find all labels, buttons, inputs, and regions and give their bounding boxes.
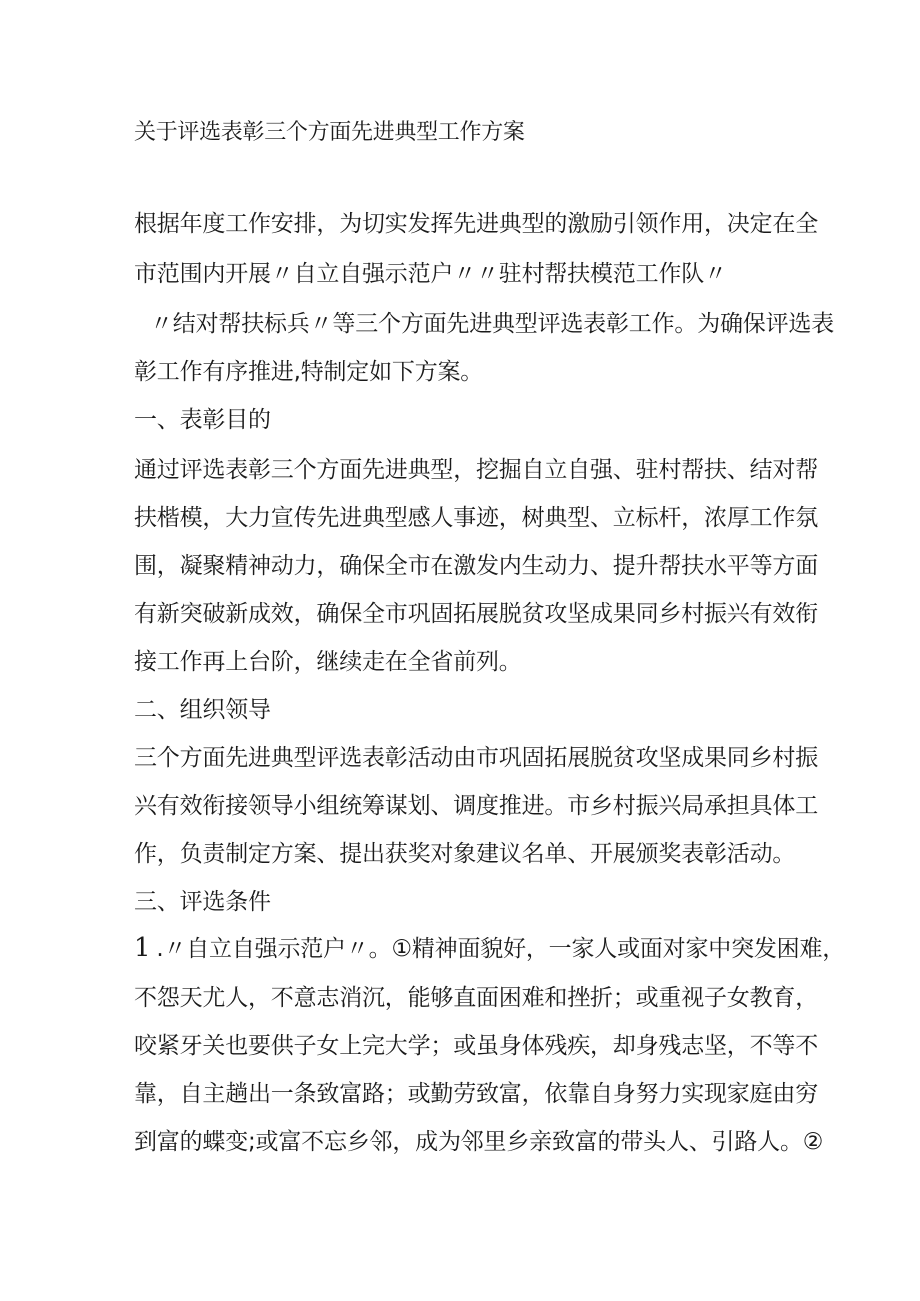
section2-heading: 二、组织领导 <box>134 697 271 723</box>
intro-line: 根据年度工作安排，为切实发挥先进典型的激励引领作用，决定在全 <box>134 211 819 237</box>
document-title: 关于评选表彰三个方面先进典型工作方案 <box>134 120 525 145</box>
item1-line: 到富的蝶变;或富不忘乡邻，成为邻里乡亲致富的带头人、引路人。② <box>134 1129 824 1155</box>
section2-line: 兴有效衔接领导小组统筹谋划、调度推进。市乡村振兴局承担具体工 <box>134 793 819 819</box>
section3-heading: 三、评选条件 <box>134 889 271 915</box>
section1-heading: 一、表彰目的 <box>134 407 271 433</box>
section1-line: 接工作再上台阶，继续走在全省前列。 <box>134 649 522 675</box>
section2-line: 三个方面先进典型评选表彰活动由市巩固拓展脱贫攻坚成果同乡村振 <box>134 745 819 771</box>
intro-line: 市范围内开展〃自立自强示范户〃〃驻村帮扶模范工作队〃 <box>134 261 727 287</box>
intro-line: 彰工作有序推进,特制定如下方案。 <box>134 359 484 385</box>
item1-number: 1 <box>134 933 151 963</box>
section2-line: 作，负责制定方案、提出获奖对象建议名单、开展颁奖表彰活动。 <box>134 841 796 867</box>
item1-first-text: .〃自立自强示范户〃。①精神面貌好，一家人或面对家中突发困难， <box>156 936 846 962</box>
intro-line: 〃结对帮扶标兵〃等三个方面先进典型评选表彰工作。为确保评选表 <box>150 311 835 337</box>
section1-line: 通过评选表彰三个方面先进典型，挖掘自立自强、驻村帮扶、结对帮 <box>134 457 819 483</box>
item1-line: 靠，自主趟出一条致富路；或勤劳致富，依靠自身努力实现家庭由穷 <box>134 1081 819 1107</box>
section1-line: 扶楷模，大力宣传先进典型感人事迹，树典型、立标杆，浓厚工作氛 <box>134 505 819 531</box>
section1-line: 围，凝聚精神动力，确保全市在激发内生动力、提升帮扶水平等方面 <box>134 553 819 579</box>
item1-line: 咬紧牙关也要供子女上完大学；或虽身体残疾，却身残志坚，不等不 <box>134 1033 819 1059</box>
item1-line: 不怨天尤人，不意志消沉，能够直面困难和挫折；或重视子女教育， <box>134 985 819 1011</box>
section1-line: 有新突破新成效，确保全市巩固拓展脱贫攻坚成果同乡村振兴有效衔 <box>134 601 819 627</box>
item1-first-line <box>134 931 845 966</box>
